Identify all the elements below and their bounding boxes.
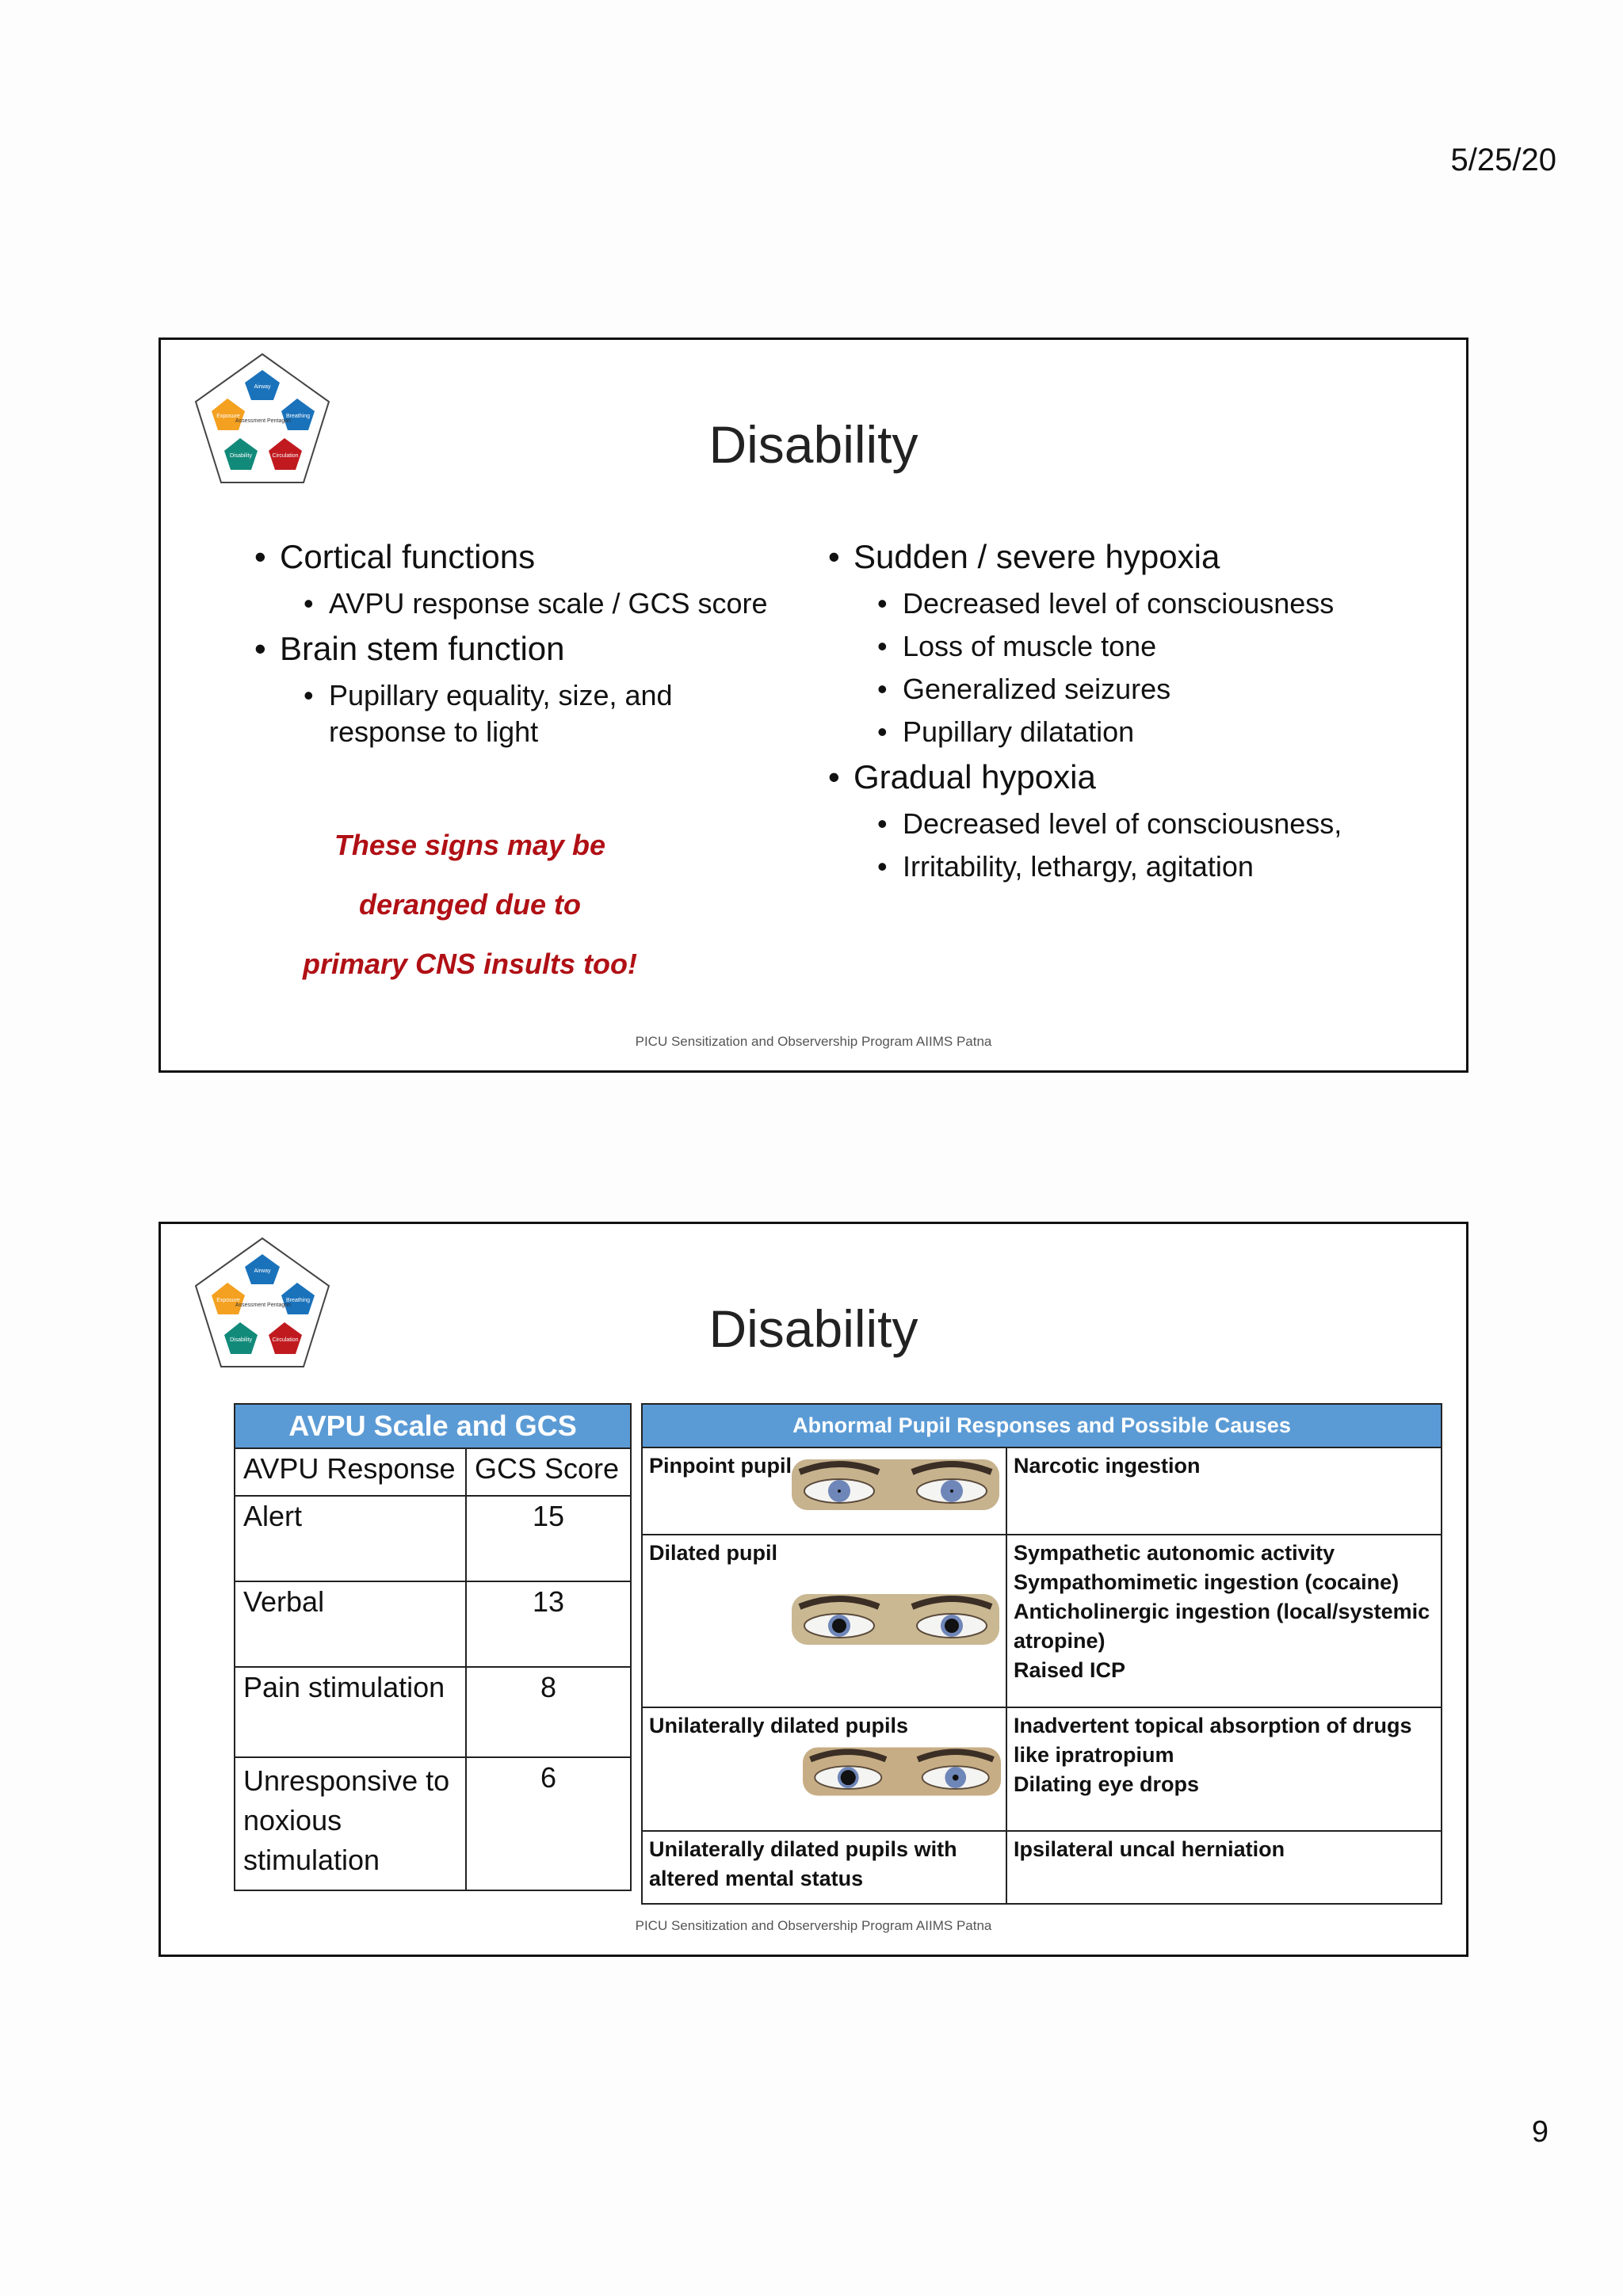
pupil-cause-cell: Ipsilateral uncal herniation (1006, 1831, 1442, 1904)
page-date: 5/25/20 (1450, 143, 1556, 177)
table-header-row (235, 1448, 631, 1496)
gcs-cell: 15 (466, 1496, 631, 1581)
pupil-response-cell: Unilaterally dilated pupils with altered mental status (642, 1831, 1006, 1904)
table-row (642, 1535, 1442, 1707)
table-row (235, 1496, 631, 1581)
sub-bullet-item: • Generalized seizures (877, 673, 1171, 705)
pinpoint-pupil-eyes-image (792, 1455, 999, 1515)
gcs-cell: 8 (466, 1667, 631, 1757)
gcs-cell: 13 (466, 1581, 631, 1667)
left-bullets (254, 536, 801, 757)
table-row (642, 1707, 1442, 1831)
column-header: GCS Score (466, 1448, 631, 1496)
sub-bullet-item: • Pupillary equality, size, and response to light (304, 679, 673, 748)
table-title: AVPU Scale and GCS (235, 1404, 631, 1448)
table-row (235, 1757, 631, 1890)
pupil-cause-cell: Narcotic ingestion (1006, 1447, 1442, 1535)
table-row (642, 1447, 1442, 1535)
sub-bullet-item: • Pupillary dilatation (877, 715, 1135, 748)
slide-footer: PICU Sensitization and Observership Program AIIMS Patna (635, 1034, 992, 1049)
pupil-response-cell: Unilaterally dilated pupils (642, 1707, 1006, 1831)
avpu-cell: Alert (235, 1496, 466, 1581)
logo-airway-text: Airway (254, 384, 271, 390)
sub-bullet-item: • Irritability, lethargy, agitation (877, 850, 1254, 883)
logo-center-text: Assessment Pentagon (235, 418, 292, 424)
bullet-item: • Gradual hypoxia (828, 758, 1096, 795)
slide-footer: PICU Sensitization and Observership Program AIIMS Patna (635, 1918, 992, 1933)
logo-circulation-text: Circulation (272, 453, 299, 459)
logo-center-text: Assessment Pentagon (235, 1302, 292, 1308)
page-number: 9 (1531, 2115, 1549, 2149)
logo-disability-text: Disability (229, 453, 253, 459)
table-row (235, 1667, 631, 1757)
sub-bullet-item: • AVPU response scale / GCS score (304, 587, 768, 620)
logo-disability-text: Disability (229, 1337, 253, 1343)
pupil-response-cell: Dilated pupil (642, 1535, 1006, 1707)
slide-disability-tables (158, 1222, 1468, 1957)
pupil-cause-cell: Sympathetic autonomic activity Sympathomimetic ingestion (cocaine) Anticholinergic ingestion (local/systemic atropine) Raised ICP (1006, 1535, 1442, 1707)
logo-circulation-text: Circulation (272, 1337, 299, 1343)
pupil-responses-table (641, 1403, 1442, 1905)
table-row (642, 1831, 1442, 1904)
sub-bullet-item: • Decreased level of consciousness, (877, 807, 1342, 840)
pupil-cause-cell: Inadvertent topical absorption of drugs like ipratropium Dilating eye drops (1006, 1707, 1442, 1831)
column-header: AVPU Response (235, 1448, 466, 1496)
bullet-item: • Sudden / severe hypoxia (828, 538, 1220, 575)
gcs-cell: 6 (466, 1757, 631, 1890)
slide-title: Disability (708, 1299, 918, 1358)
slide-disability-signs (158, 338, 1468, 1073)
avpu-cell: Pain stimulation (235, 1667, 466, 1757)
sub-bullet-item: • Decreased level of consciousness (877, 587, 1335, 620)
table-row (235, 1581, 631, 1667)
bullet-item: • Brain stem function (254, 630, 565, 667)
avpu-cell: Verbal (235, 1581, 466, 1667)
logo-exposure-text: Exposure (216, 414, 240, 419)
sub-bullet-item: • Loss of muscle tone (877, 630, 1157, 662)
dilated-pupil-eyes-image (792, 1589, 999, 1650)
logo-exposure-text: Exposure (216, 1298, 240, 1303)
bullet-item: • Cortical functions (254, 538, 536, 575)
table-title: Abnormal Pupil Responses and Possible Causes (642, 1404, 1442, 1447)
slide-title: Disability (708, 415, 918, 474)
logo-breathing-text: Breathing (286, 1298, 310, 1303)
avpu-gcs-table (234, 1403, 632, 1891)
logo-breathing-text: Breathing (286, 414, 310, 419)
logo-airway-text: Airway (254, 1268, 271, 1274)
unilateral-dilated-eyes-image (803, 1741, 1001, 1802)
avpu-cell: Unresponsive to noxious stimulation (235, 1757, 466, 1890)
warning-note: These signs may be deranged due to primary CNS insults too! (302, 829, 638, 980)
pupil-response-cell: Pinpoint pupil (642, 1447, 1006, 1535)
right-bullets (828, 536, 1446, 891)
